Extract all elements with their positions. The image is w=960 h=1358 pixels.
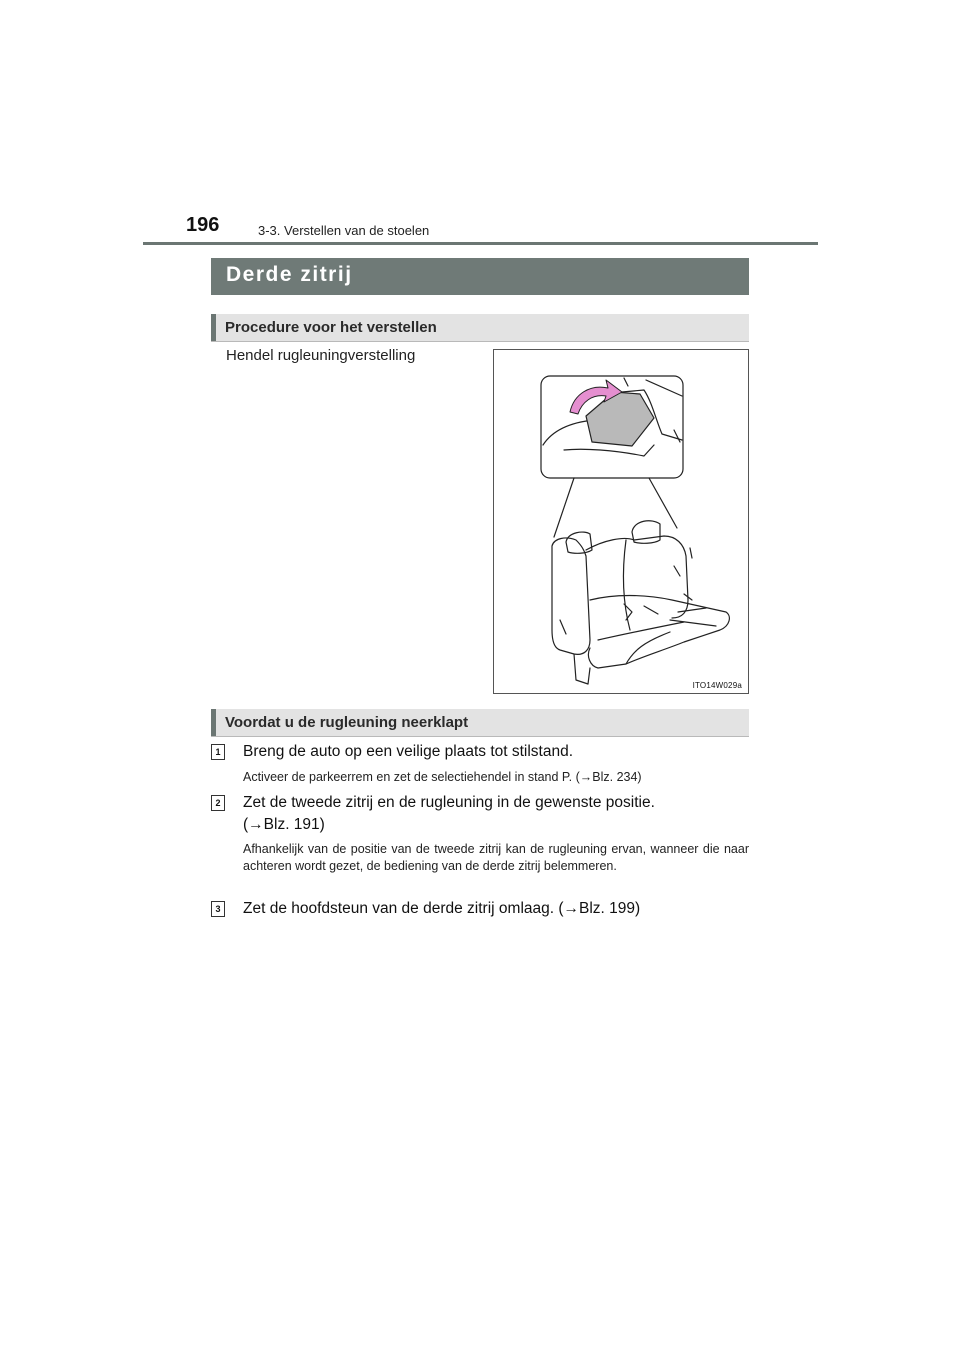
step-1-note: Activeer de parkeerrem en zet de selectiehendel in stand P. (→Blz. 234): [243, 770, 642, 784]
step-2-reference: (→Blz. 191): [243, 816, 325, 833]
header-rule: [143, 242, 818, 245]
page-number: 196: [186, 214, 220, 236]
step-1-text: Breng de auto op een veilige plaats tot stilstand.: [243, 743, 574, 760]
lever-callout-label: Hendel rugleuningverstelling: [226, 347, 416, 364]
backrest-outline: [586, 536, 688, 618]
seat-illustration: [493, 349, 749, 694]
step-3-text: Zet de hoofdsteun van de derde zitrij omlaag. (→Blz. 199): [243, 900, 641, 917]
cushion-seam-2: [626, 632, 670, 664]
seat-cushion: [588, 596, 729, 669]
belt-latch: [644, 606, 658, 614]
section-title: Derde zitrij: [226, 263, 353, 286]
cushion-seam-1: [598, 622, 684, 640]
step-badge-2: 2: [211, 795, 225, 811]
heading-stripe: [211, 314, 216, 341]
step-badge-1: 1: [211, 744, 225, 760]
before-folding-heading-bar: [211, 709, 749, 737]
seat-trim: [560, 566, 680, 634]
procedure-heading: Procedure voor het verstellen: [225, 319, 437, 336]
callout-pointer-left: [554, 478, 574, 537]
step-2-note: Afhankelijk van de positie van de tweede zitrij kan de rugleuning ervan, wanneer die naar achteren wordt gezet, de bediening van de derde zitrij belemmeren.: [243, 842, 749, 873]
procedure-heading-bar: [211, 314, 749, 342]
figure-code: ITO14W029a: [692, 681, 742, 690]
step-2-text: Zet de tweede zitrij en de rugleuning in de gewenste positie.: [243, 794, 655, 811]
before-folding-heading: Voordat u de rugleuning neerklapt: [225, 714, 469, 731]
step-badge-3: 3: [211, 901, 225, 917]
seat-leg-left: [574, 654, 590, 684]
seat-drawing: [494, 350, 748, 693]
chapter-title: 3-3. Verstellen van de stoelen: [258, 223, 430, 238]
seat-left-side: [552, 538, 590, 654]
heading-stripe: [211, 709, 216, 736]
